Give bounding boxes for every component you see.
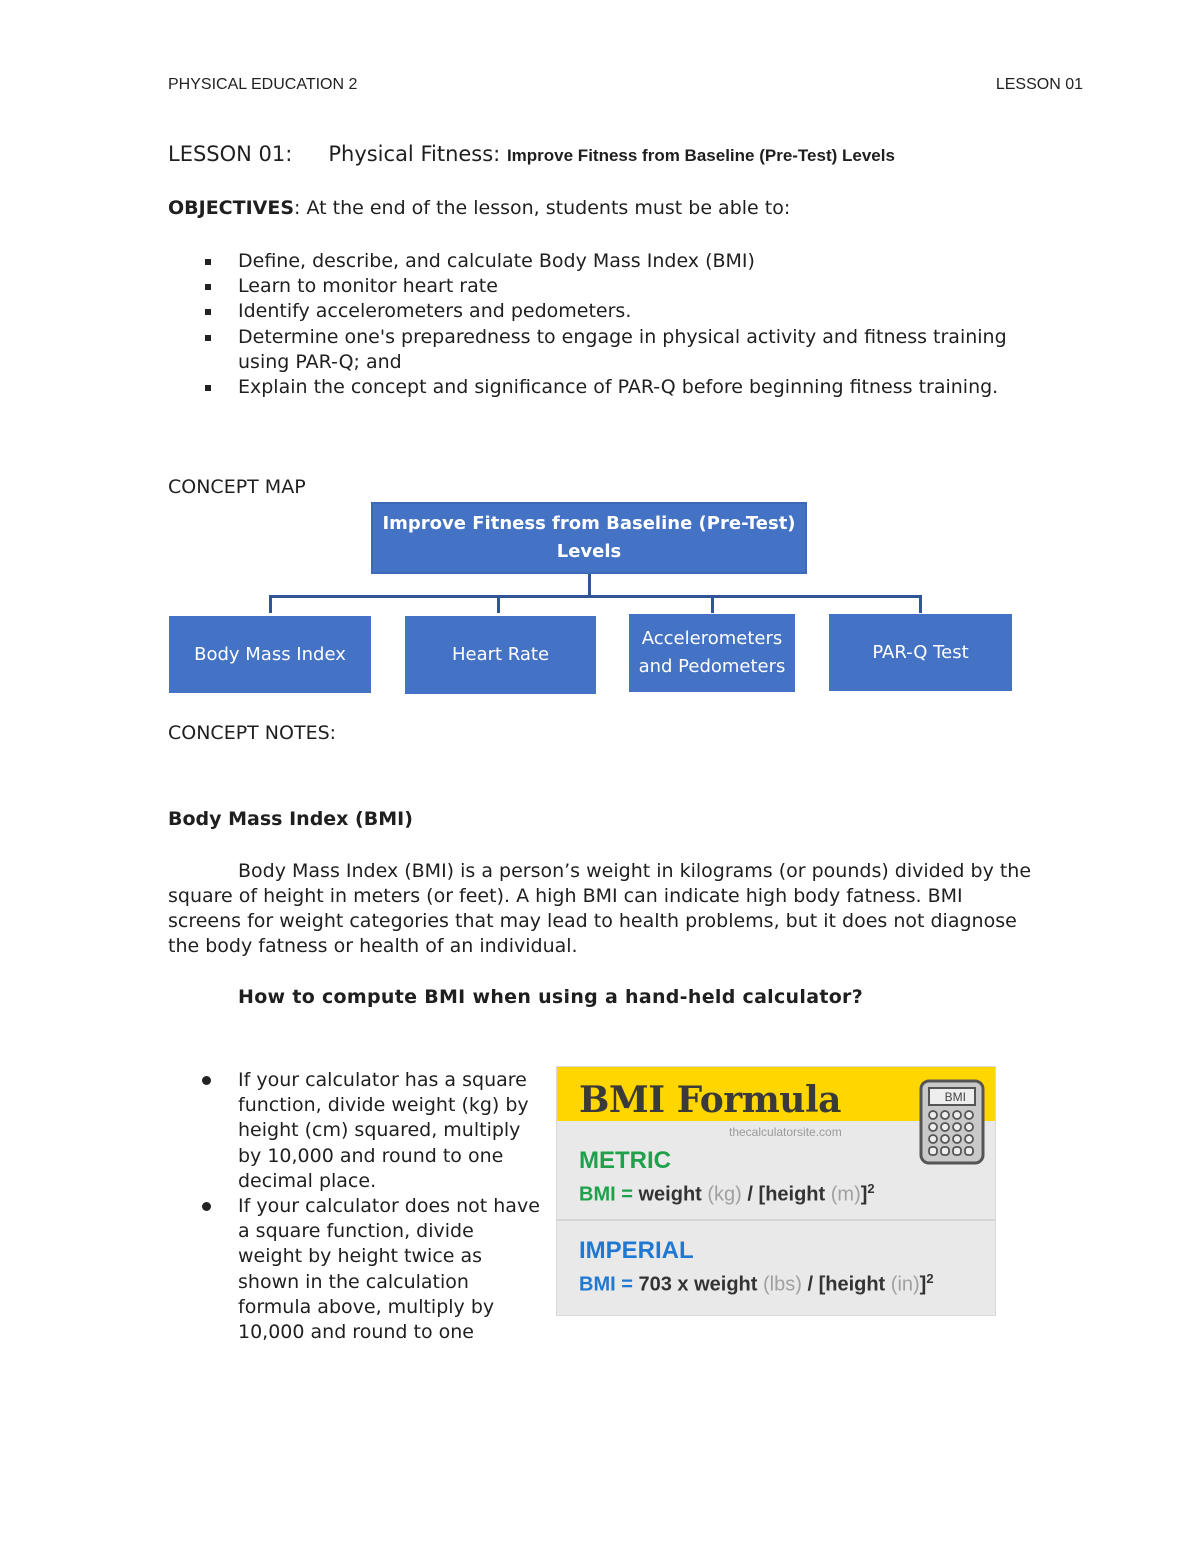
bmi-howto-heading: How to compute BMI when using a hand-held calculator? bbox=[238, 986, 864, 1008]
connector-line bbox=[711, 595, 714, 613]
objectives-list bbox=[200, 249, 1040, 400]
metric-formula: BMI = weight (kg) / [height (m)]$^2$ bbox=[579, 1181, 875, 1206]
calculator-screen-label: BMI bbox=[944, 1090, 966, 1104]
imperial-heading: IMPERIAL bbox=[579, 1237, 694, 1264]
bullet-square-icon bbox=[205, 284, 211, 290]
concept-map-title: CONCEPT MAP bbox=[168, 476, 306, 498]
bullet-square-icon bbox=[205, 259, 211, 265]
connector-line bbox=[269, 595, 922, 598]
concept-notes-title: CONCEPT NOTES: bbox=[168, 722, 337, 744]
bmi-formula-title: BMI Formula bbox=[579, 1079, 841, 1121]
bullet-square-icon bbox=[205, 309, 211, 315]
divider bbox=[557, 1219, 996, 1221]
objective-item: Learn to monitor heart rate bbox=[200, 274, 1040, 299]
calculator-step: If your calculator does not have a square function, divide weight by height twice as shown in the calculation formula above, multiply by 10,000 and round to one bbox=[200, 1194, 540, 1345]
page-header-left: PHYSICAL EDUCATION 2 bbox=[168, 76, 358, 93]
bmi-paragraph: Body Mass Index (BMI) is a person’s weight in kilograms (or pounds) divided by the square of height in meters (or feet). A high BMI can indicate high body fatness. BMI screens for weight categories that may lead to health problems, but it does not diagnose the body fatness or health of an individual. bbox=[168, 860, 1032, 957]
connector-line bbox=[919, 595, 922, 613]
bullet-dot-icon bbox=[202, 1202, 211, 1211]
bullet-dot-icon bbox=[202, 1076, 211, 1085]
imperial-formula: BMI = 703 x weight (lbs) / [height (in)]$^2$ bbox=[579, 1271, 934, 1296]
connector-line bbox=[269, 595, 272, 613]
calculator-icon bbox=[919, 1079, 985, 1165]
objective-item: Determine one's preparedness to engage in physical activity and fitness training using PAR-Q; and bbox=[200, 325, 1040, 375]
concept-map-node-parq: PAR-Q Test bbox=[829, 614, 1012, 691]
lesson-title bbox=[168, 142, 895, 166]
concept-map-root: Improve Fitness from Baseline (Pre-Test) Levels bbox=[371, 502, 807, 574]
concept-map-node-accelerometers: Accelerometers and Pedometers bbox=[629, 614, 795, 692]
bullet-square-icon bbox=[205, 335, 211, 341]
bmi-formula-source: thecalculatorsite.com bbox=[729, 1125, 842, 1139]
bullet-square-icon bbox=[205, 385, 211, 391]
objective-item: Explain the concept and significance of PAR-Q before beginning fitness training. bbox=[200, 375, 1040, 400]
calculator-steps-list bbox=[200, 1068, 540, 1345]
lesson-label: LESSON 01: bbox=[168, 142, 293, 166]
metric-heading: METRIC bbox=[579, 1147, 671, 1174]
objectives-label: OBJECTIVES bbox=[168, 197, 295, 219]
objectives-intro bbox=[168, 197, 790, 219]
objective-item: Identify accelerometers and pedometers. bbox=[200, 299, 1040, 324]
connector-line bbox=[497, 595, 500, 613]
lesson-topic: Physical Fitness: bbox=[328, 142, 501, 166]
concept-map-node-heart-rate: Heart Rate bbox=[405, 616, 596, 694]
page-header-right: LESSON 01 bbox=[995, 76, 1083, 93]
bmi-formula-image bbox=[556, 1066, 996, 1316]
calculator-step: If your calculator has a square function, divide weight (kg) by height (cm) squared, multiply by 10,000 and round to one decimal place. bbox=[200, 1068, 540, 1194]
objectives-intro-text: : At the end of the lesson, students must be able to: bbox=[294, 197, 791, 219]
concept-map-node-bmi: Body Mass Index bbox=[169, 616, 371, 693]
objective-item: Define, describe, and calculate Body Mass Index (BMI) bbox=[200, 249, 1040, 274]
connector-line bbox=[588, 574, 591, 596]
bmi-heading: Body Mass Index (BMI) bbox=[168, 808, 413, 830]
lesson-subtitle: Improve Fitness from Baseline (Pre-Test) Levels bbox=[506, 146, 895, 165]
